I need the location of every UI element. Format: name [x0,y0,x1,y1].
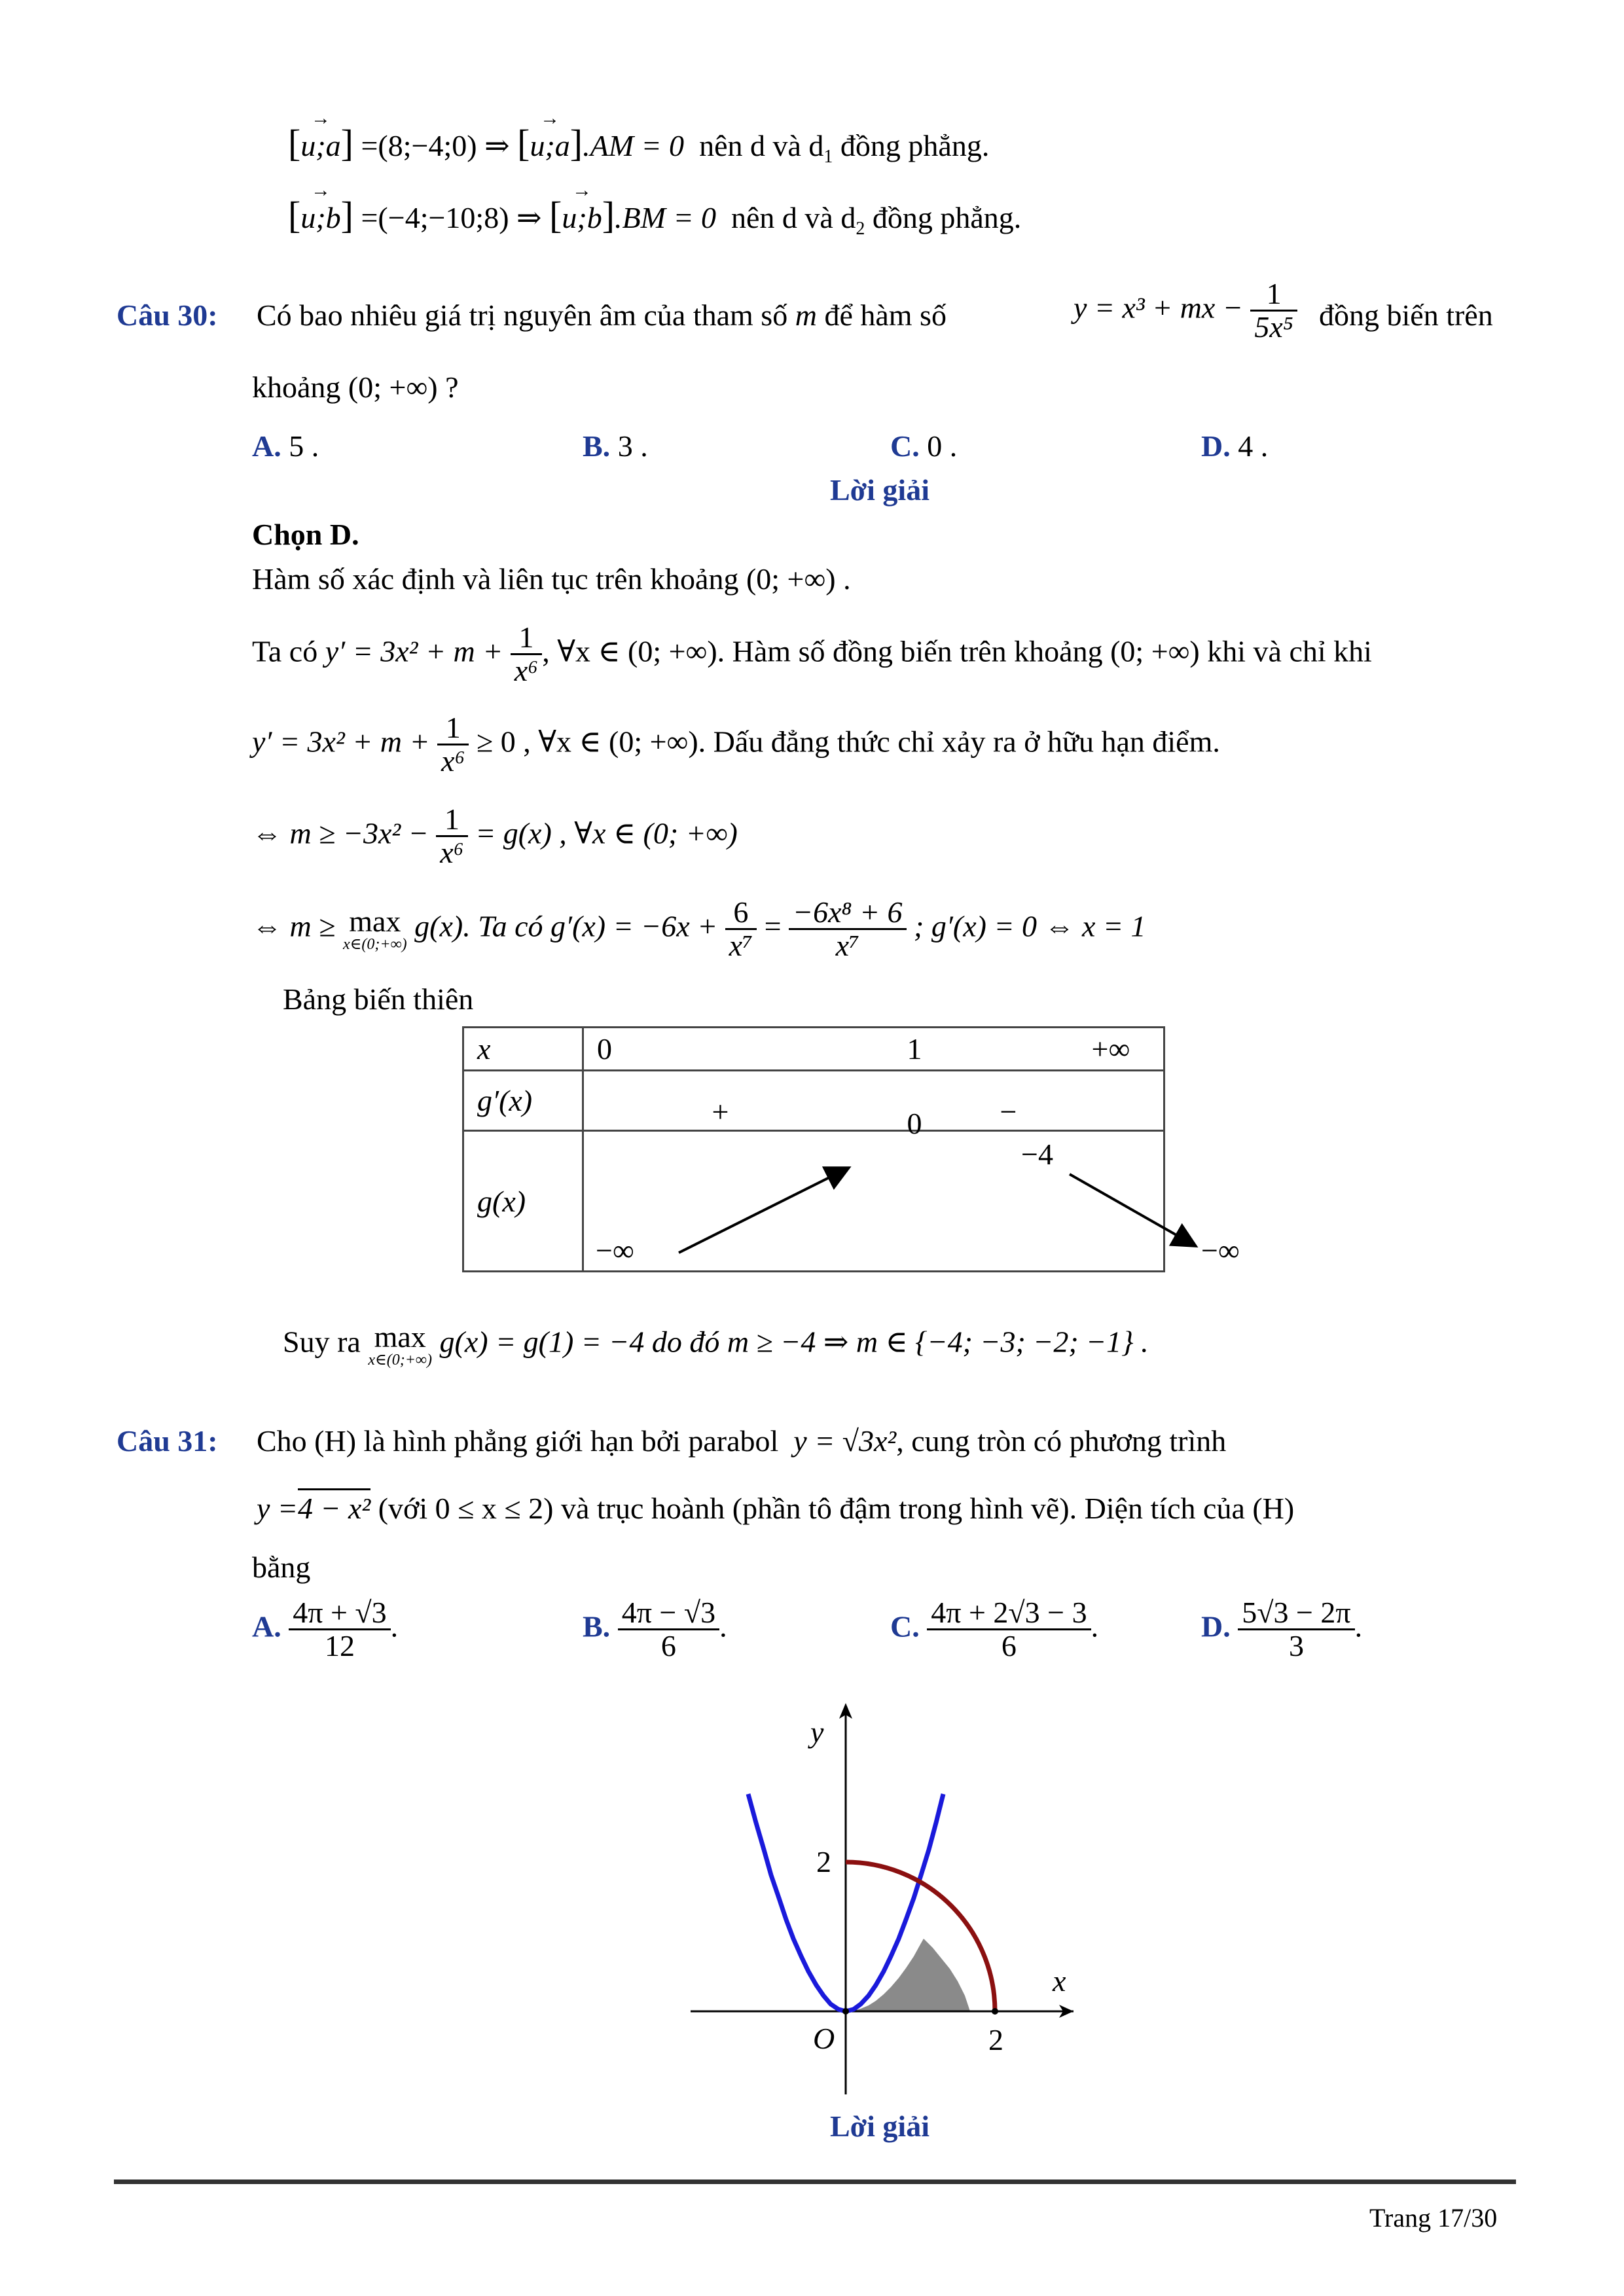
q30-conclusion: Suy ra max x∈(0;+∞) g(x) = g(1) = −4 do đó m ≥ −4 ⇒ m ∈ {−4; −3; −2; −1} . [283,1320,1149,1369]
q30-step-5: ⇔ m ≥ max x∈(0;+∞) g(x). Ta có g′(x) = −6x + $\frac{6}{\text{x⁷}}$ = $\frac{\text{−6x⁸ + 6}}{\text{x⁷}}$ ; g′(x) = 0 ⇔ x = 1 [252,895,1146,963]
question-30-text-end: đồng biến trên [1319,298,1493,332]
q31-solution-title: Lời giải [830,2109,929,2143]
question-31-text-3: bằng [252,1551,311,1584]
q31-option-b[interactable]: B. $\frac{4\pi - √3}{6}$ . [583,1596,727,1663]
vector-line-1: [→ u;a] =(8;−4;0) ⇒ [→ u;a].AM = 0 nên d và $d_1$ đồng phẳng. [288,121,989,168]
q30-option-b[interactable]: B. 3 . [583,429,648,463]
q30-step-4: ⇔ m ≥ −3x² − $\frac{1}{\text{x⁶}}$ = g(x) , ∀x ∈ (0; +∞) [252,802,738,870]
question-31-text: Cho (H) là hình phẳng giới hạn bởi parabol y = √3x², cung tròn có phương trình [257,1424,1227,1458]
table-header-g: g(x) [463,1131,583,1272]
q30-solution-title: Lời giải [830,473,929,507]
variation-table [462,1026,1240,1272]
q30-step-2: Ta có y′ = 3x² + m + $\frac{1}{\text{x⁶}}$ , ∀x ∈ (0; +∞). Hàm số đồng biến trên khoảng (0; +∞) khi và chỉ khi [252,620,1372,688]
table-x-values: 0 1 +∞ [583,1028,1164,1071]
question-31-text-2: y =4 − x² (với 0 ≤ x ≤ 2) và trục hoành (phần tô đậm trong hình vẽ). Diện tích của (H) [257,1491,1294,1526]
x-two-point [992,2008,998,2015]
q30-option-c[interactable]: C. 0 . [890,429,958,463]
origin-label: O [813,2022,835,2055]
table-header-gprime: g′(x) [463,1071,583,1131]
q30-option-d[interactable]: D. 4 . [1201,429,1269,463]
q31-option-c[interactable]: C. $\frac{4\pi + 2√3 - 3}{6}$ . [890,1596,1099,1663]
decrease-arrow [1070,1174,1196,1246]
question-30-text: Có bao nhiêu giá trị nguyên âm của tham số m để hàm số [257,298,947,332]
bbt-title: Bảng biến thiên [283,982,474,1016]
page-number: Trang 17/30 [1369,2203,1498,2233]
region-graph [681,1689,1087,2108]
y-axis-label: y [810,1715,824,1749]
y-tick-label: 2 [816,1845,831,1878]
x-tick-label: 2 [988,2023,1003,2056]
question-30-function: y = x³ + mx − $\frac{1}{\text{5x⁵}}$ [1074,278,1297,344]
table-header-x: x [463,1028,583,1071]
q30-step-1: Hàm số xác định và liên tục trên khoảng (0; +∞) . [252,562,851,596]
question-30-label: Câu 30: [117,298,218,332]
q30-step-3: y′ = 3x² + m + $\frac{1}{\text{x⁶}}$ ≥ 0 , ∀x ∈ (0; +∞). Dấu đẳng thức chỉ xảy ra ở hữu hạn điểm. [252,711,1220,778]
increase-arrow [679,1168,849,1253]
footer-divider [114,2179,1516,2184]
vector-line-2: [→ u;b] =(−4;−10;8) ⇒ [→ u;b].BM = 0 nên d và $d_2$ đồng phẳng. [288,193,1021,240]
table-arrows [584,1132,1238,1272]
q31-option-d[interactable]: D. $\frac{5√3 - 2\pi}{3}$ . [1201,1596,1363,1663]
question-31-label: Câu 31: [117,1424,218,1458]
q30-option-a[interactable]: A. 5 . [252,429,319,463]
origin-point [842,2008,849,2015]
q31-option-a[interactable]: A. $\frac{4\pi + √3}{12}$ . [252,1596,399,1663]
q30-choice: Chọn D. [252,518,359,551]
question-30-interval: khoảng (0; +∞) ? [252,370,459,404]
table-g-row: −4 −∞ −∞ [583,1131,1164,1272]
table-sign-row: + 0 − [583,1071,1164,1131]
x-axis-label: x [1053,1964,1066,1998]
